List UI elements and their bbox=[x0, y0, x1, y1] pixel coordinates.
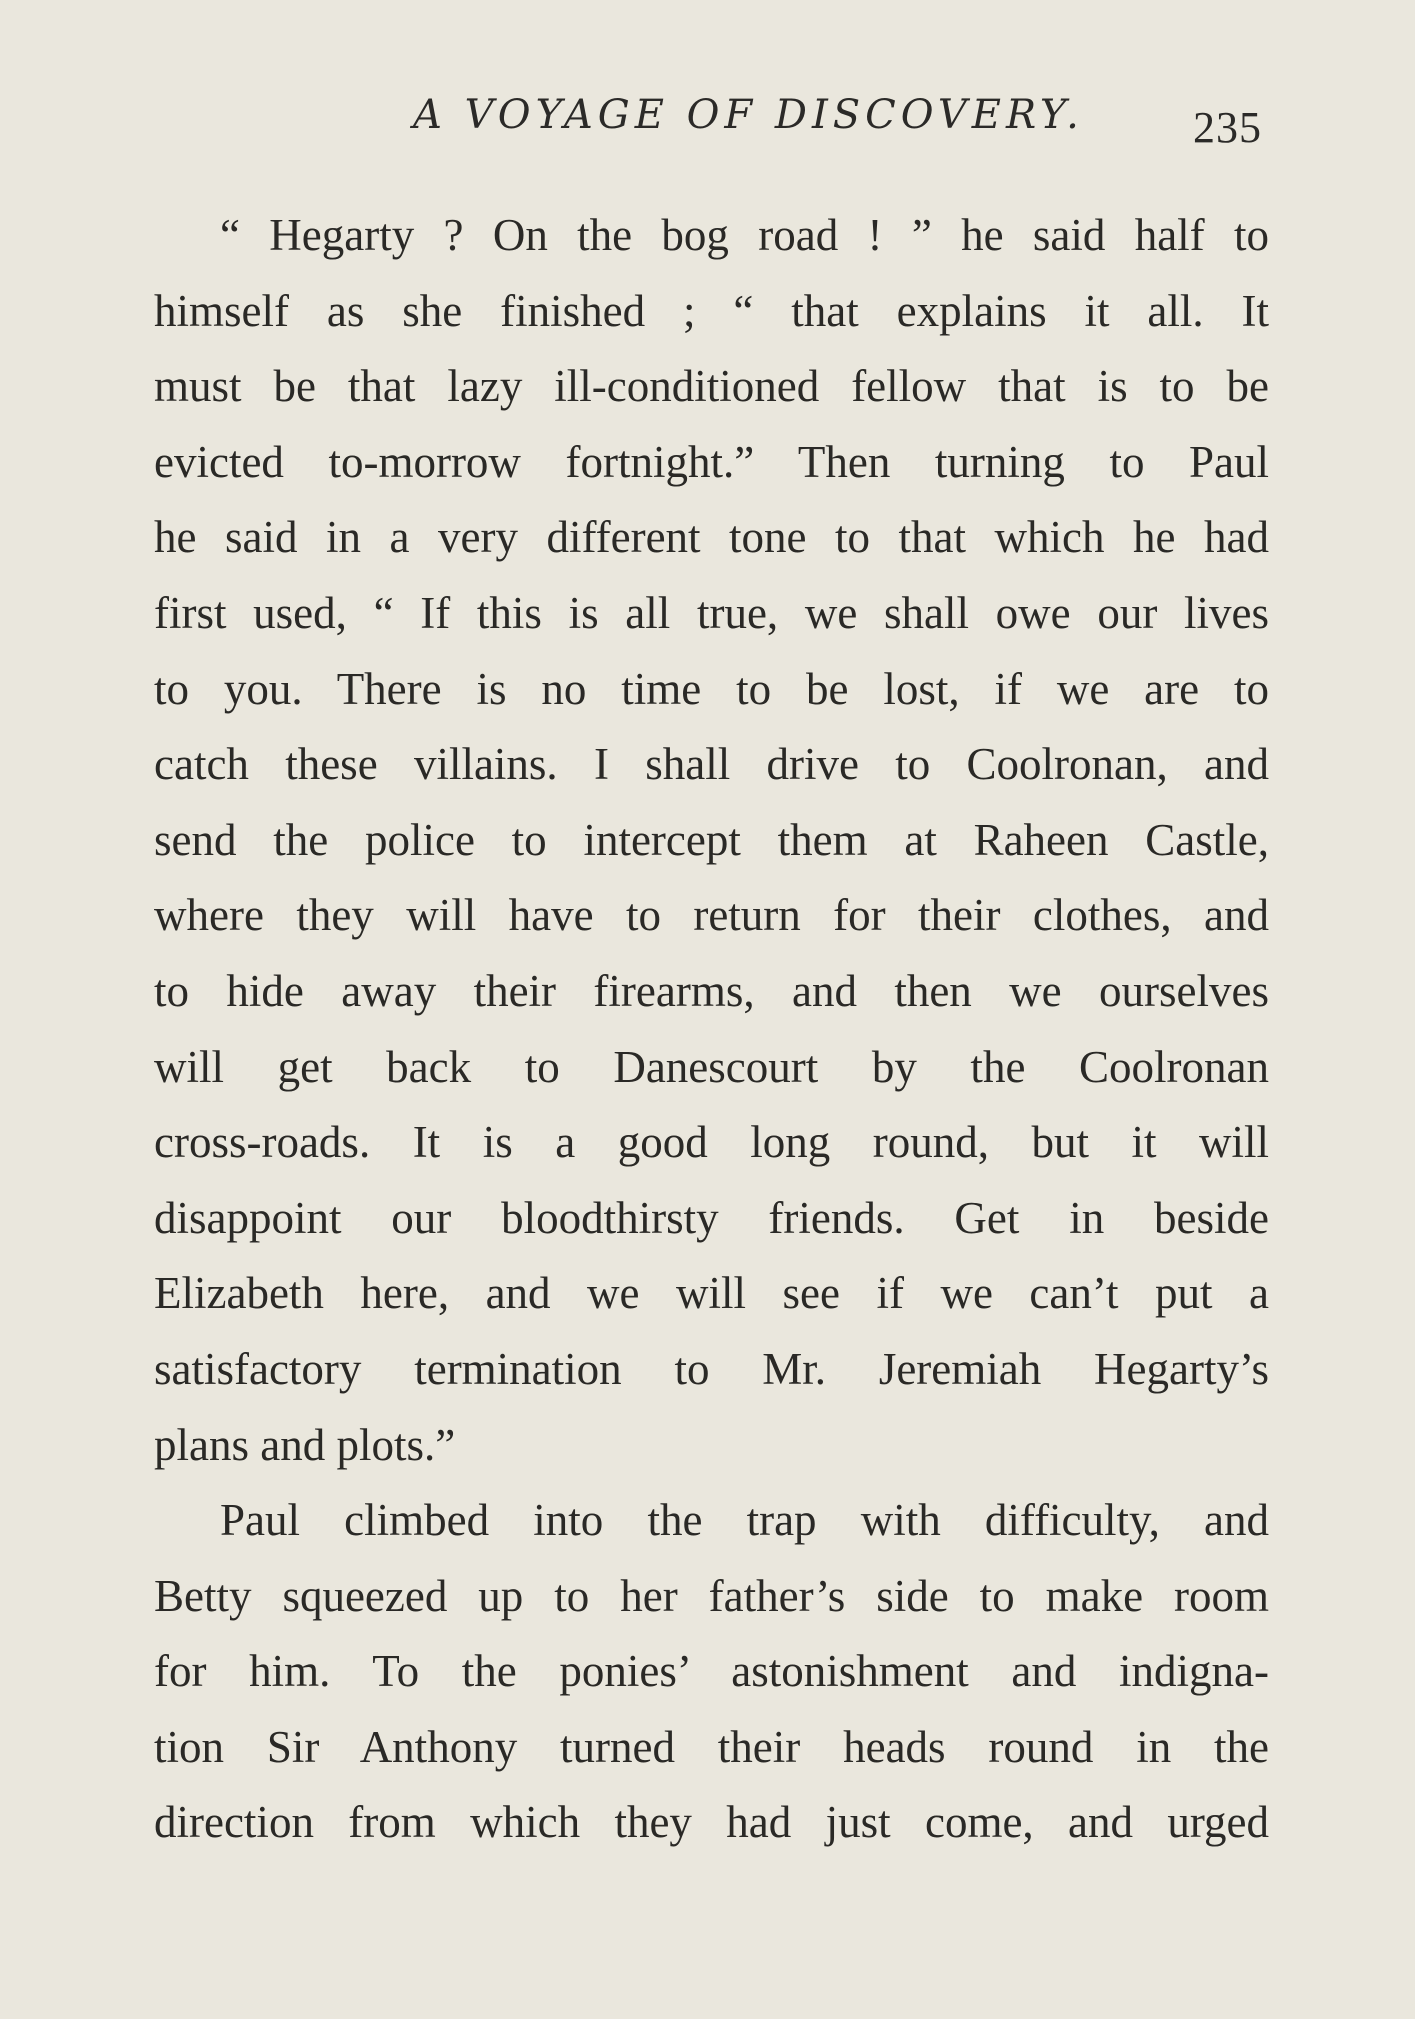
text-line: plans and plots.” bbox=[154, 1419, 456, 1470]
text-line: “ Hegarty ? On the bog road ! ” he said half to bbox=[220, 210, 1269, 260]
text-line: will get back to Danescourt by the Coolronan bbox=[154, 1041, 1269, 1092]
text-line: tion Sir Anthony turned their heads round in the bbox=[154, 1721, 1269, 1772]
text-line: to you. There is no time to be lost, if we are to bbox=[154, 663, 1269, 714]
text-line: send the police to intercept them at Raheen Castle, bbox=[154, 814, 1269, 865]
text-line: Elizabeth here, and we will see if we can’t put a bbox=[154, 1268, 1269, 1319]
text-line: first used, “ If this is all true, we shall owe our lives bbox=[154, 587, 1269, 638]
text-line: he said in a very different tone to that which he had bbox=[154, 512, 1269, 563]
text-line: catch these villains. I shall drive to Coolronan, and bbox=[154, 739, 1269, 790]
text-line: himself as she finished ; “ that explains it all. It bbox=[154, 285, 1269, 336]
text-line: direction from which they had just come, and urged bbox=[154, 1797, 1269, 1848]
text-line: must be that lazy ill-conditioned fellow that is to be bbox=[154, 361, 1269, 412]
text-line: disappoint our bloodthirsty friends. Get in beside bbox=[154, 1192, 1269, 1243]
body-text bbox=[154, 198, 1269, 1861]
running-title: A VOYAGE OF DISCOVERY. bbox=[413, 92, 1084, 138]
text-line: cross-roads. It is a good long round, but it will bbox=[154, 1117, 1269, 1168]
text-line: evicted to-morrow fortnight.” Then turning to Paul bbox=[154, 436, 1269, 487]
text-line: Paul climbed into the trap with difficulty, and bbox=[220, 1495, 1269, 1546]
text-line: Betty squeezed up to her father’s side to make room bbox=[154, 1570, 1269, 1621]
text-line: for him. To the ponies’ astonishment and indigna- bbox=[154, 1646, 1269, 1697]
page-number: 235 bbox=[1193, 103, 1262, 152]
text-line: satisfactory termination to Mr. Jeremiah Hegarty’s bbox=[154, 1343, 1269, 1394]
running-head bbox=[0, 92, 1415, 152]
text-line: where they will have to return for their clothes, and bbox=[154, 890, 1269, 941]
text-line: to hide away their firearms, and then we ourselves bbox=[154, 965, 1269, 1016]
